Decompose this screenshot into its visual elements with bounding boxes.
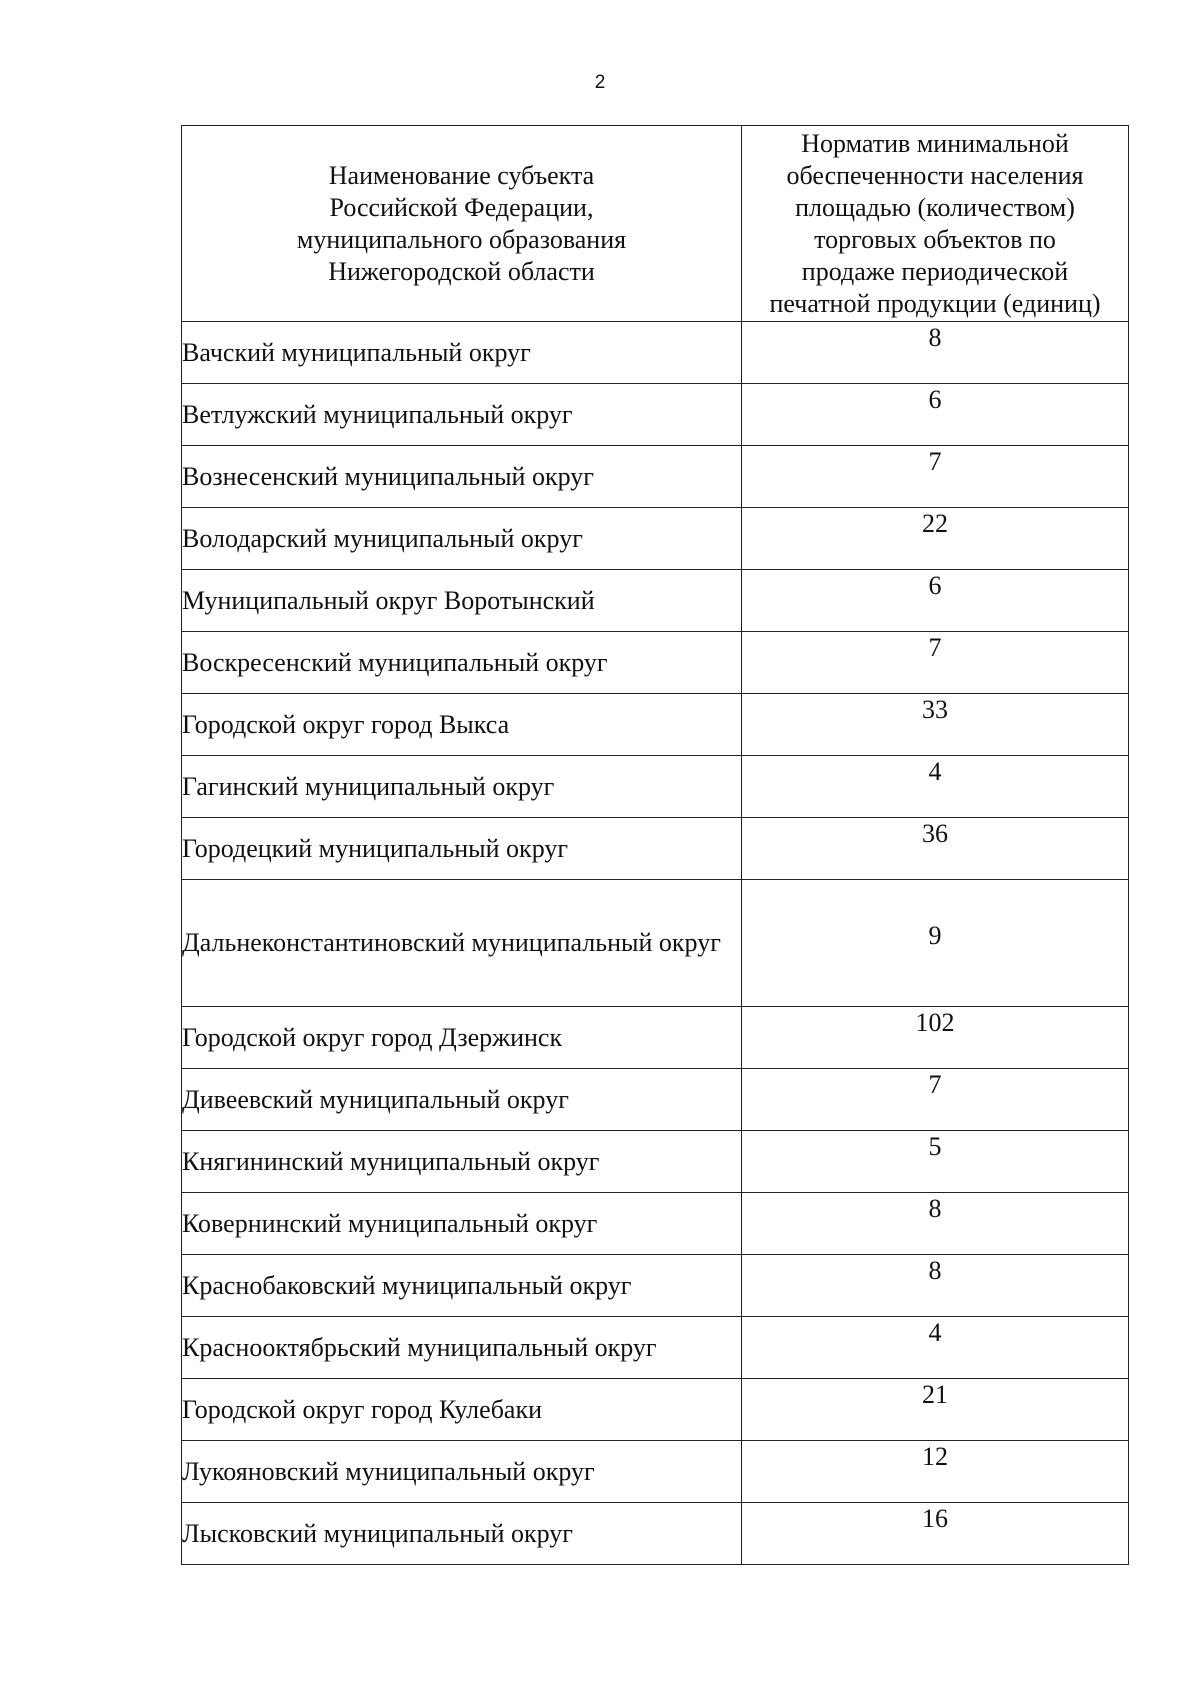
norm-value-cell: 6 [742, 384, 1129, 446]
norm-value-cell: 21 [742, 1379, 1129, 1441]
municipality-name-cell: Муниципальный округ Воротынский [182, 570, 742, 632]
norm-value-cell: 5 [742, 1131, 1129, 1193]
table-row [182, 1441, 1129, 1503]
table-row [182, 446, 1129, 508]
norm-value-cell: 8 [742, 1193, 1129, 1255]
table-row [182, 880, 1129, 1007]
norm-value-cell: 9 [742, 880, 1129, 1007]
municipality-name-cell: Краснооктябрьский муниципальный округ [182, 1317, 742, 1379]
norm-value-cell: 36 [742, 818, 1129, 880]
municipality-name-cell: Городской округ город Дзержинск [182, 1007, 742, 1069]
header-norm-value-text: Норматив минимальной обеспеченности населения площадью (количеством) торговых объектов по продаже периодической печатной продукции (единиц) [769, 128, 1101, 318]
table-row [182, 1131, 1129, 1193]
table-row [182, 1503, 1129, 1565]
table-row [182, 818, 1129, 880]
header-norm-value [742, 126, 1129, 322]
table-row [182, 1007, 1129, 1069]
municipality-name-cell: Гагинский муниципальный округ [182, 756, 742, 818]
norm-value-cell: 4 [742, 1317, 1129, 1379]
table-row [182, 1193, 1129, 1255]
table-row [182, 322, 1129, 384]
norm-value-cell: 7 [742, 632, 1129, 694]
norms-table [181, 125, 1129, 1565]
municipality-name-cell: Городецкий муниципальный округ [182, 818, 742, 880]
table-row [182, 694, 1129, 756]
table-row [182, 1317, 1129, 1379]
norm-value-cell: 7 [742, 1069, 1129, 1131]
norm-value-cell: 22 [742, 508, 1129, 570]
municipality-name-cell: Вачский муниципальный округ [182, 322, 742, 384]
municipality-name-cell: Княгининский муниципальный округ [182, 1131, 742, 1193]
municipality-name-cell: Вознесенский муниципальный округ [182, 446, 742, 508]
header-municipality-name-text: Наименование субъекта Российской Федерации, муниципального образования Нижегородской области [296, 160, 627, 286]
municipality-name-cell: Дальнеконстантиновский муниципальный округ [182, 880, 742, 1007]
norm-value-cell: 33 [742, 694, 1129, 756]
norm-value-cell: 4 [742, 756, 1129, 818]
table-row [182, 1379, 1129, 1441]
page-number: 2 [594, 72, 606, 93]
norm-value-cell: 6 [742, 570, 1129, 632]
table-row [182, 570, 1129, 632]
norm-value-cell: 7 [742, 446, 1129, 508]
municipality-name-cell: Городской округ город Кулебаки [182, 1379, 742, 1441]
municipality-name-cell: Краснобаковский муниципальный округ [182, 1255, 742, 1317]
municipality-name-cell: Ветлужский муниципальный округ [182, 384, 742, 446]
municipality-name-cell: Лысковский муниципальный округ [182, 1503, 742, 1565]
municipality-name-cell: Володарский муниципальный округ [182, 508, 742, 570]
municipality-name-cell: Воскресенский муниципальный округ [182, 632, 742, 694]
table-row [182, 632, 1129, 694]
norm-value-cell: 102 [742, 1007, 1129, 1069]
municipality-name-cell: Лукояновский муниципальный округ [182, 1441, 742, 1503]
table-row [182, 1069, 1129, 1131]
table-row [182, 384, 1129, 446]
table-row [182, 756, 1129, 818]
municipality-name-cell: Городской округ город Выкса [182, 694, 742, 756]
norm-value-cell: 8 [742, 1255, 1129, 1317]
norm-value-cell: 12 [742, 1441, 1129, 1503]
norm-value-cell: 8 [742, 322, 1129, 384]
table-row [182, 508, 1129, 570]
table-header-row [182, 126, 1129, 322]
header-municipality-name [182, 126, 742, 322]
norm-value-cell: 16 [742, 1503, 1129, 1565]
table-row [182, 1255, 1129, 1317]
municipality-name-cell: Дивеевский муниципальный округ [182, 1069, 742, 1131]
municipality-name-cell: Ковернинский муниципальный округ [182, 1193, 742, 1255]
